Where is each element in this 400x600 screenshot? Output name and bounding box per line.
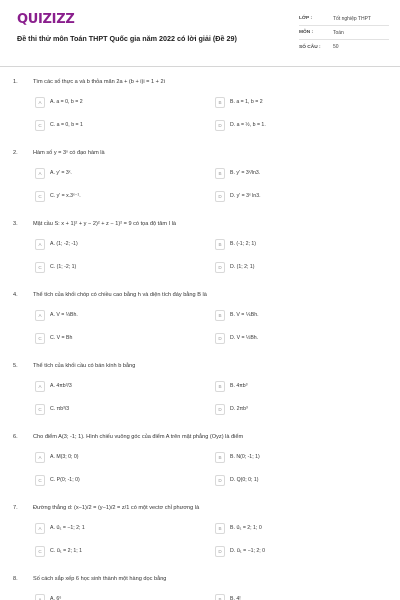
answer-option-c[interactable] bbox=[35, 544, 185, 558]
quizizz-logo: QUIZIZZ bbox=[17, 12, 75, 27]
option-letter-badge: B bbox=[215, 381, 225, 392]
answer-option-d[interactable] bbox=[215, 260, 365, 274]
option-letter-badge: A bbox=[35, 97, 45, 108]
question-number: 1. bbox=[13, 79, 18, 85]
answer-option-b[interactable] bbox=[215, 521, 365, 535]
option-letter-badge: A bbox=[35, 310, 45, 321]
option-text: B. (-1; 2; 1) bbox=[230, 241, 256, 247]
option-letter-badge: B bbox=[215, 523, 225, 534]
answer-option-b[interactable] bbox=[215, 379, 365, 393]
option-text: A. M(3; 0; 0) bbox=[50, 454, 79, 460]
option-letter-badge: D bbox=[215, 475, 225, 486]
question-number: 6. bbox=[13, 434, 18, 440]
header-divider bbox=[0, 66, 400, 67]
option-text: D. 2πb³ bbox=[230, 406, 248, 412]
option-text: C. V = Bh bbox=[50, 335, 73, 341]
option-text: A. 6⁶ bbox=[50, 596, 62, 600]
option-text: D. V = ½Bh. bbox=[230, 335, 259, 341]
option-text: D. u⃗₁ = −1; 2; 0 bbox=[230, 548, 266, 554]
option-text: A. u⃗₁ = −1; 2; 1 bbox=[50, 525, 85, 531]
meta-row-class bbox=[299, 12, 389, 26]
question-text: Tìm các số thực a và b thỏa mãn 2a + (b + i)i = 1 + 2i bbox=[33, 79, 165, 85]
option-text: C. πb³/3 bbox=[50, 406, 70, 412]
question-text: Số cách sắp xếp 6 học sinh thành một hàng dọc bằng bbox=[33, 576, 167, 582]
answer-option-b[interactable] bbox=[215, 237, 365, 251]
option-letter-badge: D bbox=[215, 404, 225, 415]
option-letter-badge: C bbox=[35, 262, 45, 273]
option-letter-badge: B bbox=[215, 239, 225, 250]
answer-option-c[interactable] bbox=[35, 473, 185, 487]
question-item bbox=[0, 358, 400, 429]
answer-option-a[interactable] bbox=[35, 592, 185, 600]
option-text: A. 4πb³/3 bbox=[50, 383, 72, 389]
option-text: B. 4! bbox=[230, 596, 241, 600]
option-text: A. (1; -2; -1) bbox=[50, 241, 78, 247]
question-number: 4. bbox=[13, 292, 18, 298]
meta-label: SỐ CÂU : bbox=[299, 44, 321, 50]
option-letter-badge: C bbox=[35, 120, 45, 131]
option-letter-badge: C bbox=[35, 191, 45, 202]
answer-option-a[interactable] bbox=[35, 379, 185, 393]
option-text: B. y' = 3ˣ/ln3. bbox=[230, 170, 261, 176]
question-list bbox=[0, 74, 400, 600]
option-text: A. V = ⅓Bh. bbox=[50, 312, 78, 318]
page-title: Đề thi thử môn Toán THPT Quốc gia năm 2022 có lời giải (Đề 29) bbox=[17, 34, 237, 43]
question-number: 3. bbox=[13, 221, 18, 227]
answer-option-d[interactable] bbox=[215, 473, 365, 487]
answer-option-a[interactable] bbox=[35, 521, 185, 535]
option-text: C. a = 0, b = 1 bbox=[50, 122, 83, 128]
answer-option-b[interactable] bbox=[215, 95, 365, 109]
answer-option-b[interactable] bbox=[215, 166, 365, 180]
answer-option-c[interactable] bbox=[35, 118, 185, 132]
question-text: Đường thẳng d: (x−1)/2 = (y−1)/2 = z/1 có một vectơ chỉ phương là bbox=[33, 505, 200, 511]
answer-option-b[interactable] bbox=[215, 308, 365, 322]
answer-option-a[interactable] bbox=[35, 450, 185, 464]
question-text: Thể tích của khối chóp có chiều cao bằng h và diện tích đáy bằng B là bbox=[33, 292, 207, 298]
option-letter-badge: A bbox=[35, 523, 45, 534]
question-item bbox=[0, 500, 400, 571]
answer-option-c[interactable] bbox=[35, 331, 185, 345]
answer-option-c[interactable] bbox=[35, 260, 185, 274]
question-item bbox=[0, 429, 400, 500]
option-letter-badge: A bbox=[35, 239, 45, 250]
answer-option-a[interactable] bbox=[35, 237, 185, 251]
question-item bbox=[0, 216, 400, 287]
option-text: D. y' = 3ˣ ln3. bbox=[230, 193, 261, 199]
option-letter-badge: B bbox=[215, 310, 225, 321]
answer-option-d[interactable] bbox=[215, 544, 365, 558]
meta-label: MÔN : bbox=[299, 30, 314, 35]
option-letter-badge: D bbox=[215, 262, 225, 273]
option-text: A. a = 0, b = 2 bbox=[50, 99, 83, 105]
option-letter-badge: D bbox=[215, 546, 225, 557]
option-letter-badge: D bbox=[215, 333, 225, 344]
question-number: 5. bbox=[13, 363, 18, 369]
answer-option-d[interactable] bbox=[215, 189, 365, 203]
answer-option-d[interactable] bbox=[215, 402, 365, 416]
meta-value: 50 bbox=[333, 44, 339, 50]
question-item bbox=[0, 145, 400, 216]
meta-label: LỚP : bbox=[299, 16, 313, 21]
option-text: C. u⃗₁ = 2; 1; 1 bbox=[50, 548, 82, 554]
meta-value: Tốt nghiệp THPT bbox=[333, 15, 371, 22]
option-letter-badge: A bbox=[35, 452, 45, 463]
option-letter-badge: C bbox=[35, 404, 45, 415]
option-text: B. V = ⅙Bh. bbox=[230, 312, 259, 318]
answer-option-d[interactable] bbox=[215, 118, 365, 132]
option-letter-badge: B bbox=[215, 97, 225, 108]
option-letter-badge: B bbox=[215, 168, 225, 179]
worksheet-meta bbox=[299, 12, 389, 54]
question-text: Cho điểm A(3; -1; 1). Hình chiếu vuông góc của điểm A trên mặt phẳng (Oyz) là điểm bbox=[33, 434, 244, 440]
answer-option-c[interactable] bbox=[35, 402, 185, 416]
option-letter-badge: C bbox=[35, 333, 45, 344]
option-text: B. N(0; -1; 1) bbox=[230, 454, 260, 460]
question-text: Thể tích của khối cầu có bán kính b bằng bbox=[33, 363, 136, 369]
meta-row-subject bbox=[299, 26, 389, 40]
question-text: Mặt cầu S: x + 1)² + y − 2)² + z − 1)² = 9 có tọa độ tâm I là bbox=[33, 221, 177, 227]
option-text: D. Q(0; 0; 1) bbox=[230, 477, 259, 483]
answer-option-b[interactable] bbox=[215, 450, 365, 464]
option-text: C. P(0; -1; 0) bbox=[50, 477, 80, 483]
question-item bbox=[0, 74, 400, 145]
option-text: C. (1; -2; 1) bbox=[50, 264, 77, 270]
meta-value: Toán bbox=[333, 29, 344, 36]
option-text: B. a = 1, b = 2 bbox=[230, 99, 263, 105]
meta-row-count bbox=[299, 40, 389, 54]
option-text: C. y' = x.3ˣ⁻¹. bbox=[50, 193, 81, 199]
option-text: D. a = ½, b = 1. bbox=[230, 122, 266, 128]
answer-option-a[interactable] bbox=[35, 95, 185, 109]
option-letter-badge: A bbox=[35, 168, 45, 179]
question-item bbox=[0, 571, 400, 600]
question-number: 2. bbox=[13, 150, 18, 156]
question-number: 7. bbox=[13, 505, 18, 511]
question-item bbox=[0, 287, 400, 358]
option-text: D. (1; 2; 1) bbox=[230, 264, 255, 270]
option-letter-badge: B bbox=[215, 594, 225, 600]
option-letter-badge: D bbox=[215, 120, 225, 131]
option-letter-badge: A bbox=[35, 381, 45, 392]
option-letter-badge: C bbox=[35, 546, 45, 557]
answer-option-b[interactable] bbox=[215, 592, 365, 600]
question-text: Hàm số y = 3ˣ có đạo hàm là bbox=[33, 150, 105, 156]
option-letter-badge: C bbox=[35, 475, 45, 486]
question-number: 8. bbox=[13, 576, 18, 582]
option-letter-badge: B bbox=[215, 452, 225, 463]
option-text: B. u⃗₁ = 2; 1; 0 bbox=[230, 525, 262, 531]
answer-option-d[interactable] bbox=[215, 331, 365, 345]
option-text: A. y' = 3ˣ. bbox=[50, 170, 72, 176]
answer-option-a[interactable] bbox=[35, 308, 185, 322]
option-letter-badge: D bbox=[215, 191, 225, 202]
answer-option-c[interactable] bbox=[35, 189, 185, 203]
option-text: B. 4πb³ bbox=[230, 383, 248, 389]
answer-option-a[interactable] bbox=[35, 166, 185, 180]
option-letter-badge: A bbox=[35, 594, 45, 600]
